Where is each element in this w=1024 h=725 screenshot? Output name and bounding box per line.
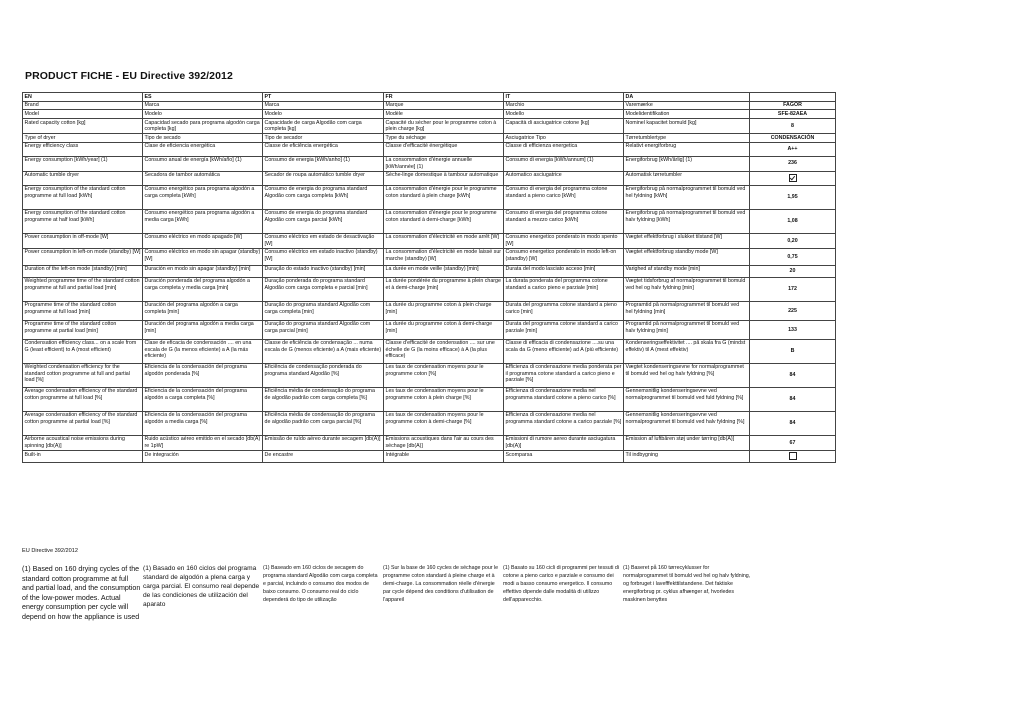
cell-en: Energy consumption of the standard cotton programme at half load [kWh] (23, 209, 143, 233)
cell-pt: Consumo de energia [kWh/anho] (1) (263, 156, 384, 171)
cell-es: Consumo energético para programa algodón a media carga [kWh] (143, 209, 263, 233)
cell-fr: La consommation d'électricité en mode laissé sur marche (standby) [W] (384, 248, 504, 265)
cell-es: Eficiencia de la condensación del programa algodón a media carga [%] (143, 411, 263, 435)
cell-it: Classe di efficacia di condensazione ....su una scala da G (meno efficiente) ad A (più efficiente) (504, 339, 624, 363)
cell-en: Rated capacity cotton [kg] (23, 118, 143, 133)
footnotes (22, 565, 835, 622)
cell-da: Varemærke (624, 101, 750, 110)
cell-pt: Duração do programa standard Algodão com carga parcial [min] (263, 320, 384, 339)
table-row (23, 142, 836, 156)
cell-es: Marca (143, 101, 263, 110)
header-cell-da: DA (624, 93, 750, 102)
cell-pt: Duração do programa standard Algodão com carga completa [min] (263, 301, 384, 320)
cell-value: 84 (750, 411, 836, 435)
cell-value: 1,95 (750, 185, 836, 209)
cell-pt: Eficiência de condensação ponderada do programa standard Algodão [%] (263, 363, 384, 387)
cell-it: Classe di efficienza energetica (504, 142, 624, 156)
footnote-da: (1) Baseret på 160 tørrecyklusser for normalprogrammet til bomuld ved hel og halv fyldning, og forbruget i lavefffekttilstandene. Det faktiske energiforbrug pr. cyklus afhænger af, hvorledes maskinen benyttes (623, 565, 751, 603)
cell-da: Relativt energiforbrug (624, 142, 750, 156)
cell-value: 0,20 (750, 233, 836, 248)
cell-value: SFE-82AEA (750, 110, 836, 119)
fiche-body (23, 93, 836, 463)
cell-pt: Tipo de secador (263, 134, 384, 143)
cell-value: 84 (750, 387, 836, 411)
cell-es: Consumo anual de energía [kWh/año] (1) (143, 156, 263, 171)
cell-fr: Type du séchage (384, 134, 504, 143)
table-row (23, 185, 836, 209)
cell-pt: Classe de eficiência de condensação ... numa escala de G (menos eficiente) a A (mais eficiente) (263, 339, 384, 363)
table-row (23, 411, 836, 435)
cell-es: Eficiencia de la condensación del programa algodón ponderada [%] (143, 363, 263, 387)
cell-en: Condensation efficiency class... on a scale from G (least efficient) to A (most efficient) (23, 339, 143, 363)
cell-pt: Consumo de energia do programa standard Algodão com carga completa [kWh] (263, 185, 384, 209)
cell-value: CONDENSACIÓN (750, 134, 836, 143)
cell-value: 1,08 (750, 209, 836, 233)
cell-en: Average condensation efficiency of the standard cotton programme at full load [%] (23, 387, 143, 411)
cell-fr: La durée du programme coton à plein charge [min] (384, 301, 504, 320)
cell-pt: Emissão de ruído aéreo durante secagem [db(A)] (263, 435, 384, 450)
cell-fr: Modèle (384, 110, 504, 119)
cell-da: Emission af luftbåren støj under tørring [db(A)] (624, 435, 750, 450)
cell-value: FAGOR (750, 101, 836, 110)
table-row (23, 156, 836, 171)
header-cell-es: ES (143, 93, 263, 102)
table-row (23, 363, 836, 387)
cell-fr: La consommation d'électricité en mode arrêt [W] (384, 233, 504, 248)
cell-pt: Duração do estado inactivo (standby) [min] (263, 265, 384, 277)
table-row (23, 339, 836, 363)
header-cell-en: EN (23, 93, 143, 102)
cell-da: Gennemsnitlig kondenseringsevne ved normalprogrammet til bomuld ved halv fyldning [%] (624, 411, 750, 435)
cell-da: Nominel kapacitet bomuld [kg] (624, 118, 750, 133)
cell-da: Kondenseringseffektivitet .... på skala fra G (mindst effektiv) til A (mest effektiv) (624, 339, 750, 363)
cell-value: 133 (750, 320, 836, 339)
table-row (23, 248, 836, 265)
cell-en: Average condensation efficiency of the standard cotton programme at partial load [%] (23, 411, 143, 435)
cell-fr: Émissions acoustiques dans l'air au cours des séchage [db(A)] (384, 435, 504, 450)
cell-en: Duration of the left-on mode (standby) [min] (23, 265, 143, 277)
cell-es: Duración ponderada del programa algodón a carga completa y media carga [min] (143, 277, 263, 301)
cell-da: Programtid på normalprogrammet til bomuld ved halv fyldning [min] (624, 320, 750, 339)
cell-it: Capacità di asciugatrice cotone [kg] (504, 118, 624, 133)
cell-da: Vægtet effektforbrug standby mode [W] (624, 248, 750, 265)
cell-pt: Duração ponderada do programa standard Algodão com carga completa e parcial [min] (263, 277, 384, 301)
cell-en: Built-in (23, 450, 143, 462)
cell-en: Power consumption in left-on mode (standby) [W] (23, 248, 143, 265)
cell-it: Emissioni di rumore aereo durante asciugatura [db(A)] (504, 435, 624, 450)
table-row (23, 233, 836, 248)
header-cell-pt: PT (263, 93, 384, 102)
cell-value: 0,75 (750, 248, 836, 265)
cell-fr: Sèche-linge domestique à tambour automatique (384, 171, 504, 185)
cell-it: Consumo di energia del programma cotone standard a mezzo carico [kWh] (504, 209, 624, 233)
footnote-pt: (1) Baseado em 160 ciclos de secagem do programa standard Algodão com carga completa e parcial, incluindo o consumo dos modos de baixo consumo. O consumo real do ciclo dependerá do tipo de utilização (263, 565, 378, 603)
header-cell-fr: FR (384, 93, 504, 102)
cell-en: Programme time of the standard cotton programme at partial load [min] (23, 320, 143, 339)
cell-fr: La consommation d'énergie annuelle [kWh/année] (1) (384, 156, 504, 171)
cell-pt: Marca (263, 101, 384, 110)
cell-es: Ruido acústico aéreo emitido en el secado [db(A) re 1pW] (143, 435, 263, 450)
cell-da: Automatisk tørretumbler (624, 171, 750, 185)
header-cell-it: IT (504, 93, 624, 102)
table-row (23, 320, 836, 339)
cell-fr: Les taux de condensation moyens pour le programme coton [%] (384, 363, 504, 387)
cell-value (750, 171, 836, 185)
cell-da: Varighed af standby mode [min] (624, 265, 750, 277)
cell-fr: Classe d'efficacité de condensation .... sur une échelle de G (la moins efficace) à A (la plus efficace) (384, 339, 504, 363)
cell-fr: Marque (384, 101, 504, 110)
cell-pt: De encastre (263, 450, 384, 462)
cell-it: Consumo energetico ponderato in modo spento [W] (504, 233, 624, 248)
footnote-fr: (1) Sur la base de 160 cycles de séchage pour le programme coton standard à pleine charge et à demi-charge. La consommation réelle d'énergie par cycle dépend des conditions d'utilisation de l'appareil (383, 565, 499, 603)
cell-pt: Consumo de energia do programa standard Algodão com carga parcial [kWh] (263, 209, 384, 233)
cell-it: Asciugatrice Tipo (504, 134, 624, 143)
cell-fr: Les taux de condensation moyens pour le programme coton à demi-charge [%] (384, 411, 504, 435)
cell-en: Power consumption in off-mode [W] (23, 233, 143, 248)
cell-it: Marchio (504, 101, 624, 110)
cell-value: 236 (750, 156, 836, 171)
cell-es: Secadora de tambor automática (143, 171, 263, 185)
cell-en: Weighted condensation efficiency for the standard cotton programme at full and partial load [%] (23, 363, 143, 387)
cell-it: Durata del programma cotone standard a pieno carico [min] (504, 301, 624, 320)
cell-value: A++ (750, 142, 836, 156)
cell-en: Weighted programme time of the standard cotton programme at full and partial load [min] (23, 277, 143, 301)
product-fiche-table (22, 92, 836, 463)
cell-es: Clase de eficacia de condensación .... en una escala de G (la menos eficiente) a A (la más eficiente) (143, 339, 263, 363)
table-row (23, 134, 836, 143)
cell-da: Vægtet kondenseringsevne for normalprogrammet til bomuld ved hel og halv fyldning [%] (624, 363, 750, 387)
table-row (23, 265, 836, 277)
cell-da: Tørretumblertype (624, 134, 750, 143)
cell-es: Eficiencia de la condensación del programa algodón a carga completa [%] (143, 387, 263, 411)
cell-fr: Capacité du sécher pour le programme coton à plein charge [kg] (384, 118, 504, 133)
page-title: PRODUCT FICHE - EU Directive 392/2012 (25, 70, 233, 82)
footnote-it: (1) Basato su 160 cicli di programmi per tessuti di cotone a pieno carico e parziale e consumo dei modi a basso consumo energetico. Il consumo effettivo dipende dalle modalità di utilizzo dell'apparecchio. (503, 565, 619, 603)
cell-it: Efficienza di condensazione media nel programma standard cotone a pieno carico [%] (504, 387, 624, 411)
cell-fr: Classe d'efficacité énergétique (384, 142, 504, 156)
cell-value: 84 (750, 363, 836, 387)
cell-es: Consumo eléctrico en modo sin apagar (standby) [W] (143, 248, 263, 265)
cell-it: Consumo di energia [kWh/annum] (1) (504, 156, 624, 171)
cell-en: Type of dryer (23, 134, 143, 143)
cell-pt: Modelo (263, 110, 384, 119)
cell-da: Vægtet tidsforbrug af normalprogrammet til bomuld ved hel og halv fyldning [min] (624, 277, 750, 301)
cell-en: Automatic tumble dryer (23, 171, 143, 185)
cell-fr: La durée en mode veille (standby) [min] (384, 265, 504, 277)
cell-da: Gennemsnitlig kondenseringsevne ved normalprogrammet til bomuld ved fuld fyldning [%] (624, 387, 750, 411)
cell-pt: Capacidade de carga Algodão com carga completa [kg] (263, 118, 384, 133)
footnote-en: (1) Based on 160 drying cycles of the standard cotton programme at full and partial load, and the consumption of the low-power modes. Actual energy consumption per cycle will depend on how the appliance is used (22, 565, 141, 621)
footer-directive: EU Directive 392/2012 (22, 548, 78, 554)
cell-it: La durata ponderata del programma cotone standard a carico pieno e parziale [min] (504, 277, 624, 301)
cell-fr: La consommation d'énergie pour le programme coton standard à plein charge [kWh] (384, 185, 504, 209)
cell-fr: La durée du programme coton à demi-charge [min] (384, 320, 504, 339)
cell-pt: Eficiência média de condensação do programa de algodão padrão com carga completa [%] (263, 387, 384, 411)
cell-en: Energy efficiency class (23, 142, 143, 156)
cell-it: Automatico asciugatrice (504, 171, 624, 185)
cell-en: Airborne acoustical noise emissions during spinning [db(A)] (23, 435, 143, 450)
cell-it: Efficienza di condensazione media ponderata per il programma cotone standard a carico pieno e parziale [%] (504, 363, 624, 387)
cell-da: Energiforbrug på normalprogrammet til bomuld ved halv fyldning [kWh] (624, 209, 750, 233)
cell-value: 20 (750, 265, 836, 277)
cell-da: Energiforbrug [kWh/årlig] (1) (624, 156, 750, 171)
cell-pt: Secador de roupa automático tumble dryer (263, 171, 384, 185)
cell-da: Programtid på normalprogrammet til bomuld ved hel fyldning [min] (624, 301, 750, 320)
header-row (23, 93, 836, 102)
cell-pt: Eficiência média de condensação do programa de algodão padrão com carga parcial [%] (263, 411, 384, 435)
footnote-es: (1) Basado en 160 ciclos del programa standard de algodón a plena carga y carga parcial. El consumo real depende de las condiciones de utilización del aparato (143, 565, 260, 608)
cell-es: De integración (143, 450, 263, 462)
cell-fr: La consommation d'énergie pour le programme coton standard à demi-charge [kWh] (384, 209, 504, 233)
cell-es: Duración en modo sin apagar (standby) [min] (143, 265, 263, 277)
cell-da: Modelidentifikation (624, 110, 750, 119)
cell-value: 172 (750, 277, 836, 301)
table-row (23, 110, 836, 119)
cell-es: Capacidad secado para programa algodón carga completa [kg] (143, 118, 263, 133)
cell-value: B (750, 339, 836, 363)
table-row (23, 387, 836, 411)
cell-en: Model (23, 110, 143, 119)
cell-value: 67 (750, 435, 836, 450)
cell-it: Scomparsa (504, 450, 624, 462)
cell-es: Duración del programa algodón a carga completa [min] (143, 301, 263, 320)
cell-value: 225 (750, 301, 836, 320)
table-row (23, 171, 836, 185)
cell-it: Durata del programma cotone standard a carico parziale [min] (504, 320, 624, 339)
cell-it: Consumo di energia del programma cotone standard a pieno carico [kWh] (504, 185, 624, 209)
empty-checkbox-icon (789, 452, 797, 460)
table-row (23, 450, 836, 462)
table-row (23, 435, 836, 450)
cell-it: Consumo energetico ponderato in modo left-on (standby) [W] (504, 248, 624, 265)
cell-da: Energiforbrug på normalprogrammet til bomuld ved hel fyldning [kWh] (624, 185, 750, 209)
cell-es: Consumo eléctrico en modo apagado [W] (143, 233, 263, 248)
cell-pt: Consumo eléctrico em estado de desactivação [W] (263, 233, 384, 248)
cell-es: Duración del programa algodón a media carga [min] (143, 320, 263, 339)
cell-it: Modello (504, 110, 624, 119)
cell-es: Tipo de secado (143, 134, 263, 143)
cell-da: Vægtet effektforbrug i slukket tilstand [W] (624, 233, 750, 248)
cell-en: Programme time of the standard cotton programme at full load [min] (23, 301, 143, 320)
cell-en: Energy consumption of the standard cotton programme at full load [kWh] (23, 185, 143, 209)
table-row (23, 301, 836, 320)
cell-es: Consumo energético para programa algodón a carga completa [kWh] (143, 185, 263, 209)
cell-pt: Classe de eficiência energética (263, 142, 384, 156)
table-row (23, 101, 836, 110)
cell-en: Energy consumption [kWh/year] (1) (23, 156, 143, 171)
table-row (23, 118, 836, 133)
cell-it: Efficienza di condensazione media nel programma standard cotone a carico parziale [%] (504, 411, 624, 435)
cell-es: Clase de eficiencia energética (143, 142, 263, 156)
table-row (23, 209, 836, 233)
checked-checkbox-icon (789, 174, 797, 182)
table-row (23, 277, 836, 301)
cell-en: Brand (23, 101, 143, 110)
cell-es: Modelo (143, 110, 263, 119)
cell-fr: Intégrable (384, 450, 504, 462)
cell-pt: Consumo eléctrico em estado inactivo (standby) [W] (263, 248, 384, 265)
cell-fr: Les taux de condensation moyens pour le programme coton à plein charge [%] (384, 387, 504, 411)
header-cell-value (750, 93, 836, 102)
cell-da: Til indbygning (624, 450, 750, 462)
cell-value (750, 450, 836, 462)
cell-fr: La durée pondérée du programme à plein charge et à demi-charge [min] (384, 277, 504, 301)
cell-it: Durata del modo lasciato acceso [min] (504, 265, 624, 277)
cell-value: 8 (750, 118, 836, 133)
